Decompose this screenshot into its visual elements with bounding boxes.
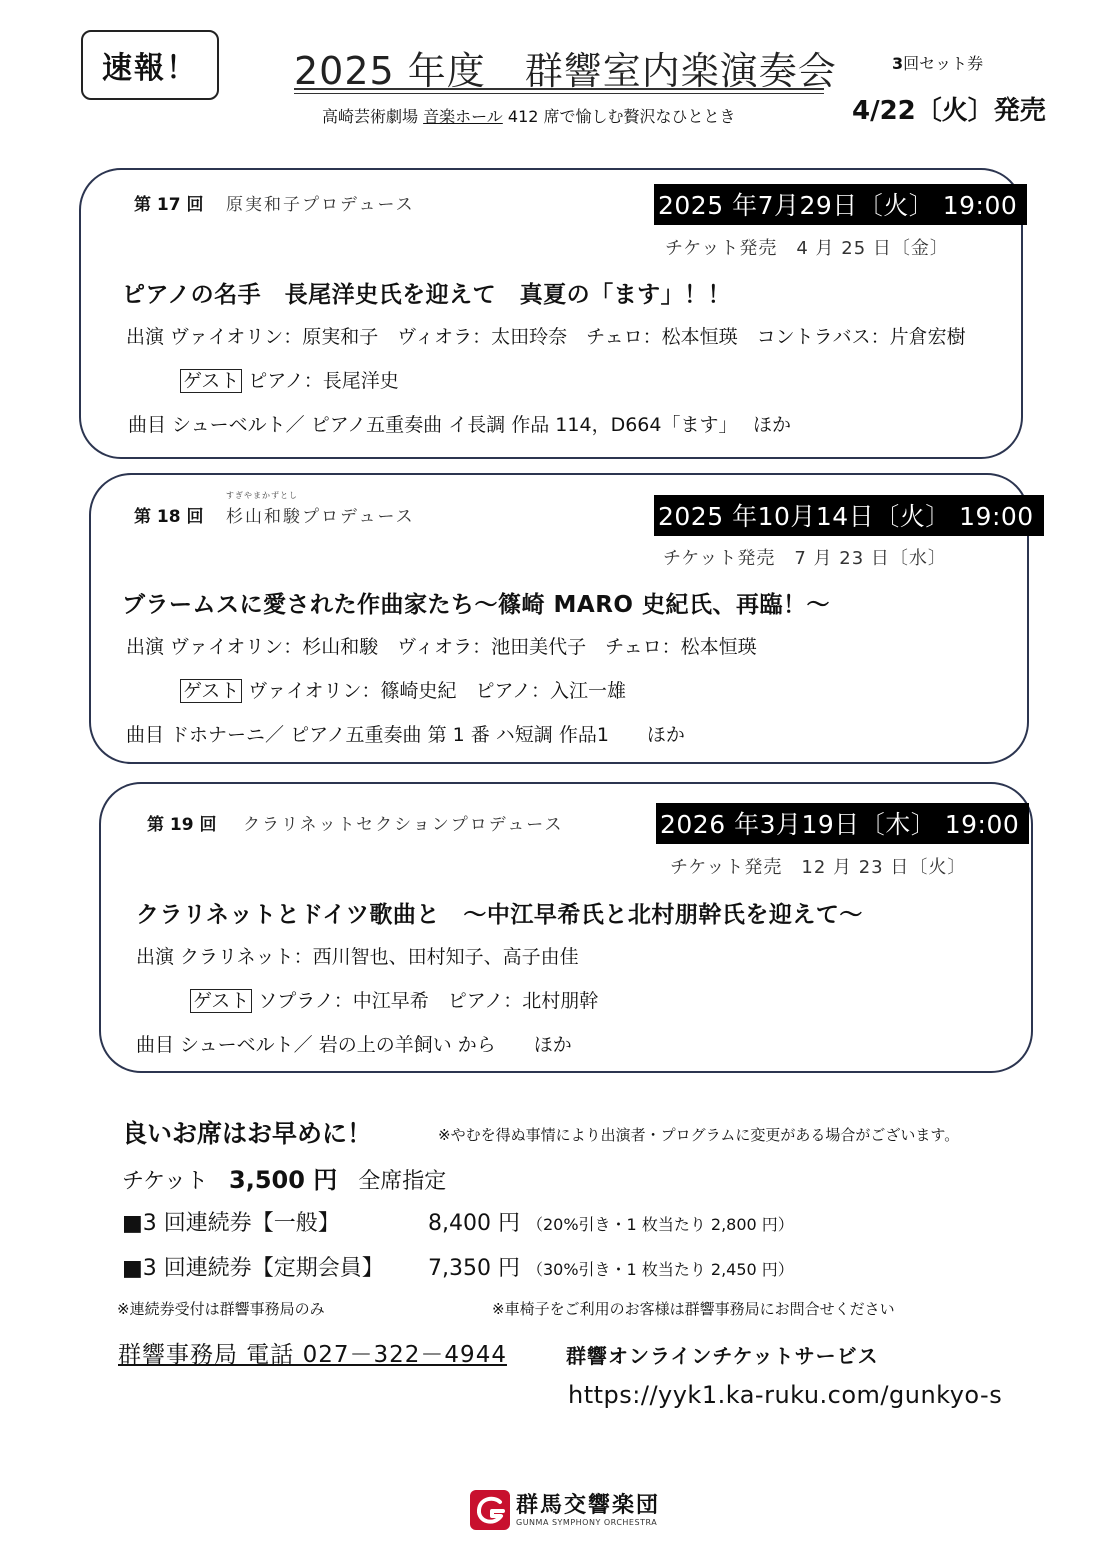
venue-name: 高崎芸術劇場 (322, 107, 419, 126)
set-general-line (122, 1206, 794, 1237)
concert-producer: 杉山和駿プロデュース (226, 507, 415, 527)
concert-program: 曲目 ドホナーニ／ ピアノ五重奏曲 第 1 番 ハ短調 作品1 ほか (126, 724, 685, 746)
online-ticket-title: 群響オンラインチケットサービス (566, 1344, 879, 1368)
set-member-price: 7,350 円 (428, 1256, 520, 1281)
set-count: 3 (892, 54, 904, 73)
orchestra-logo-icon (470, 1490, 510, 1530)
concert-date: 2026 年3月19日〔木〕 19:00 (656, 803, 1029, 844)
ticket-label: チケット (122, 1169, 209, 1194)
concert-guest (180, 676, 626, 703)
producer-ruby: すぎやまかずとし (226, 491, 298, 500)
guest-names: ピアノ：長尾洋史 (248, 370, 399, 392)
change-notice: ※やむを得ぬ事情により出演者・プログラムに変更がある場合がございます。 (438, 1126, 960, 1144)
concert-producer: 原実和子プロデュース (226, 195, 415, 215)
office-phone: 群響事務局 電話 027－322－4944 (118, 1342, 507, 1368)
concert-headline: ピアノの名手 長尾洋史氏を迎えて 真夏の「ます」！！ (122, 282, 732, 308)
ticket-release-date: チケット発売 4 月 25 日〔金〕 (665, 238, 949, 259)
ticket-seat-type: 全席指定 (358, 1169, 447, 1194)
ticket-price-line (122, 1160, 446, 1195)
orchestra-name-jp: 群馬交響楽団 (516, 1492, 661, 1518)
concert-date: 2025 年10月14日〔火〕 19:00 (654, 495, 1044, 536)
set-ticket-label (892, 51, 983, 74)
guest-names: ソプラノ：中江早希 ピアノ：北村朋幹 (258, 990, 599, 1012)
concert-number: 第 19 回 (147, 815, 217, 835)
concert-number: 第 17 回 (134, 195, 204, 215)
orchestra-logo (470, 1490, 660, 1530)
venue-tagline: 412 席で愉しむ贅沢なひととき (507, 107, 736, 126)
set-sale-date: 4/22〔火〕発売 (852, 96, 1046, 126)
set-general-label: ■3 回連続券【一般】 (122, 1211, 340, 1236)
venue-hall: 音楽ホール (423, 107, 503, 126)
concert-guest (180, 366, 399, 393)
concert-program: 曲目 シューベルト／ ピアノ五重奏曲 イ長調 作品 114，D664「ます」 ほか (128, 414, 791, 436)
set-ticket-note: ※連続券受付は群響事務局のみ (117, 1300, 325, 1318)
set-label-text: 回セット券 (903, 54, 984, 73)
concert-producer: クラリネットセクションプロデュース (243, 815, 564, 835)
ticket-release-date: チケット発売 7 月 23 日〔水〕 (663, 548, 947, 569)
concert-date: 2025 年7月29日〔火〕 19:00 (654, 184, 1027, 225)
ticket-release-date: チケット発売 12 月 23 日〔火〕 (670, 857, 967, 878)
set-member-line (122, 1251, 794, 1282)
online-ticket-url[interactable]: https://yyk1.ka-ruku.com/gunkyo-s (568, 1381, 1003, 1409)
set-member-label: ■3 回連続券【定期会員】 (122, 1256, 384, 1281)
page-title: 2025 年度 群響室内楽演奏会 (294, 49, 837, 93)
concert-headline: ブラームスに愛された作曲家たち～篠崎 MARO 史紀氏、再臨！～ (122, 592, 830, 618)
concert-performers: 出演 ヴァイオリン：杉山和駿 ヴィオラ：池田美代子 チェロ：松本恒瑛 (126, 636, 757, 658)
concert-guest (190, 986, 598, 1013)
concert-performers: 出演 ヴァイオリン：原実和子 ヴィオラ：太田玲奈 チェロ：松本恒瑛 コントラバス：片倉宏樹 (126, 326, 966, 348)
breaking-badge: 速報！ (81, 30, 219, 100)
ticket-price: 3,500 円 (229, 1166, 338, 1194)
concert-headline: クラリネットとドイツ歌曲と ～中江早希氏と北村朋幹氏を迎えて～ (136, 902, 863, 928)
early-booking-heading: 良いお席はお早めに！ (122, 1119, 373, 1148)
guest-label: ゲスト (190, 989, 252, 1013)
guest-names: ヴァイオリン：篠崎史紀 ピアノ：入江一雄 (248, 680, 627, 702)
guest-label: ゲスト (180, 679, 242, 703)
concert-program: 曲目 シューベルト／ 岩の上の羊飼い から ほか (136, 1034, 572, 1056)
title-underline-thin (294, 93, 824, 94)
set-general-note: （20%引き・1 枚当たり 2,800 円） (526, 1215, 794, 1234)
wheelchair-note: ※車椅子をご利用のお客様は群響事務局にお問合せください (492, 1300, 895, 1318)
set-general-price: 8,400 円 (428, 1211, 520, 1236)
title-underline (294, 88, 824, 90)
set-member-note: （30%引き・1 枚当たり 2,450 円） (526, 1260, 794, 1279)
venue-line (322, 104, 736, 127)
concert-performers: 出演 クラリネット：西川智也、田村知子、高子由佳 (136, 946, 579, 968)
concert-number: 第 18 回 (134, 507, 204, 527)
guest-label: ゲスト (180, 369, 242, 393)
orchestra-name-en: GUNMA SYMPHONY ORCHESTRA (516, 1517, 658, 1527)
